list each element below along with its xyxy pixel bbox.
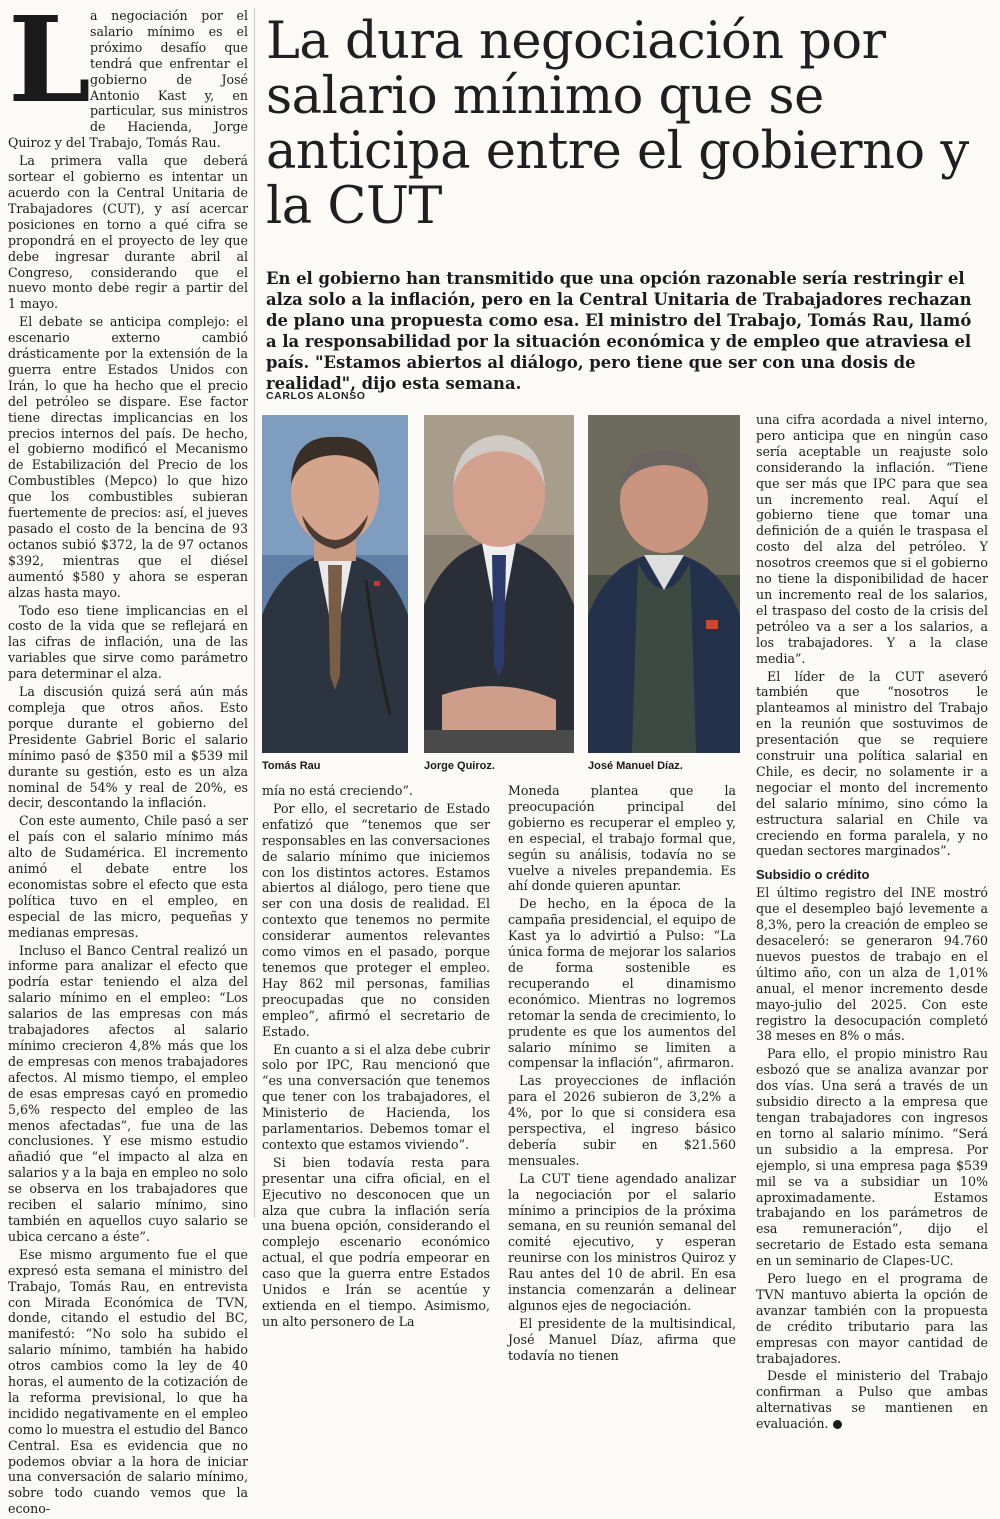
article-column-1 (8, 0, 248, 1519)
body-paragraph: Moneda plantea que la preocupación principal del gobierno es recuperar el empleo y, en especial, el trabajo formal que, según su análisis, todavía no se vuelve a niveles prepandemia. Es ahí donde quieren apuntar. (508, 783, 736, 894)
body-paragraph: El último registro del INE mostró que el desempleo bajó levemente a 8,3%, pero la creación de empleo se desaceleró: se generaron 94.760 nuevos puestos de trabajo en el último año, con un alza de 1,01% anual, el menor incremento desde mayo-julio del 2025. Con este registro la desocupación completó 38 meses en 8% o más. (756, 885, 988, 1044)
photo-jose-manuel-diaz (588, 415, 740, 753)
body-paragraph: Las proyecciones de inflación para el 2026 subieron de 3,2% a 4%, por lo que si considera esa perspectiva, el ingreso básico debería subir en $21.560 mensuales. (508, 1073, 736, 1168)
article-column-3 (508, 783, 736, 1366)
body-paragraph: En cuanto a si el alza debe cubrir solo por IPC, Rau mencionó que “es una conversación que tenemos que tener con los trabajadores, el Ministerio de Hacienda, los parlamentarios. Debemos tomar el contexto que estamos viviendo”. (262, 1041, 490, 1152)
body-paragraph: La discusión quizá será aún más compleja que otros años. Esto porque durante el gobierno del Presidente Gabriel Boric el salario mínimo pasó de $350 mil a $539 mil durante su gestión, esto es un alza nominal de 54% y real de 20%, es decir, descontando la inflación. (8, 684, 248, 811)
body-paragraph: El debate se anticipa complejo: el escenario externo cambió drásticamente por la extensión de la guerra entre Estados Unidos con Irán, lo que ha hecho que el precio del petróleo se dispare. Ese factor tiene directas implicancias en los precios internos del país. De hecho, el gobierno modificó el Mecanismo de Estabilización del Precio de los Combustibles (Mepco) lo que hizo que los combustibles subieran fuertemente de precios: así, el jueves pasado el costo de la bencina de 93 octanos subió $372, la de 97 octanos $392, mientras que el diésel aumentó $580 y ahora se esperan alzas hasta mayo. (8, 314, 248, 600)
headline: La dura negociación por salario mínimo que se anticipa entre el gobierno y la CUT (266, 12, 969, 236)
opening-paragraph: La negociación por el salario mínimo es el próximo desafío que tendrá que enfrentar el gobierno de José Antonio Kast y, en particular, sus ministros de Hacienda, Jorge Quiroz y del Trabajo, Tomás Rau. (8, 0, 248, 151)
body-paragraph: Si bien todavía resta para presentar una cifra oficial, en el Ejecutivo no desconocen que un alza que cubra la inflación sería una buena opción, considerando el complejo escenario económico actual, el que podría empeorar en caso que la guerra entre Estados Unidos e Irán se acentúe y extienda en el tiempo. Asimismo, un alto personero de La (262, 1154, 490, 1329)
photo-caption: José Manuel Díaz. (588, 760, 683, 772)
lead-paragraph: En el gobierno han transmitido que una opción razonable sería restringir el alza solo a la inflación, pero en la Central Unitaria de Trabajadores rechazan de plano una propuesta como esa. El ministro del Trabajo, Tomás Rau, llamó a la responsabilidad por la situación económica y de empleo que atraviesa el país. "Estamos abiertos al diálogo, pero tiene que ser con una dosis de realidad", dijo esta semana. (266, 269, 972, 393)
article-column-4 (756, 412, 988, 1434)
column-rule (254, 8, 255, 1218)
photo-tomas-rau (262, 415, 408, 753)
body-paragraph: De hecho, en la época de la campaña presidencial, el equipo de Kast ya lo advirtió a Pulso: “La única forma de mejorar los salarios de forma sostenible es recuperando el dinamismo económico. Mientras no logremos retomar la senda de crecimiento, lo prudente es que los aumentos del salario mínimo se limiten a compensar la inflación”, afirmaron. (508, 896, 736, 1071)
body-paragraph: Desde el ministerio del Trabajo confirman a Pulso que ambas alternativas se mantienen en evaluación. P (756, 1368, 988, 1432)
body-paragraph: Con este aumento, Chile pasó a ser el país con el salario mínimo más alto de Sudamérica. El incremento animó el debate entre los economistas sobre el efecto que esta política tuvo en el empleo, en especial de las micro, pequeñas y medianas empresas. (8, 813, 248, 940)
section-subhead: Subsidio o crédito (756, 867, 870, 883)
body-paragraph: El líder de la CUT aseveró también que “nosotros le planteamos al ministro del Trabajo en la reunión que sostuvimos de presentación que se requiere construir una política salarial en Chile, es decir, no solamente ir a negociar el monto del incremento del salario mínimo, sino cómo la estructura salarial en Chile va creciendo en forma paralela, y no quedan sectores marginados”. (756, 668, 988, 859)
photo-caption: Tomás Rau (262, 760, 321, 772)
body-paragraph: mía no está creciendo”. (262, 783, 413, 798)
body-paragraph: Para ello, el propio ministro Rau esbozó que se analiza avanzar por dos vías. Una será a través de un subsidio directo a la empresa que tengan trabajadores con ingresos en torno al salario mínimo. “Será un subsidio a la empresa. Por ejemplo, si una empresa paga $539 mil se va a subsidiar un 10% aproximadamente. Estamos trabajando en los parámetros de esa remuneración”, dijo el secretario de Estado esta semana en un seminario de Clapes-UC. (756, 1046, 988, 1269)
article-column-2 (262, 783, 490, 1332)
body-paragraph: Todo eso tiene implicancias en el costo de la vida que se reflejará en las cifras de inflación, una de las variables que sirve como parámetro para determinar el alza. (8, 602, 248, 682)
photo-jorge-quiroz (424, 415, 574, 753)
body-paragraph: Incluso el Banco Central realizó un informe para analizar el efecto que podría estar teniendo el alza del salario mínimo en el empleo: “Los salarios de las empresas con más trabajadores afectos al salario mínimo crecieron 4,8% más que los de empresas con menos trabajadores afectos. Al mismo tiempo, el empleo de esas empresas cayó en promedio 5,6% respecto del empleo de las menos afectadas”, fue una de las conclusiones. Y ese mismo estudio añadió que “el impacto al alza en salarios y a la baja en empleo no solo se observa en los trabajadores que reciben el salario mínimo, sino también en aquellos cuyo salario se ubica cercano a éste”. (8, 942, 248, 1244)
body-paragraph: La primera valla que deberá sortear el gobierno es intentar un acuerdo con la Central Unitaria de Trabajadores (CUT), y así acercar posiciones en torno a qué cifra se propondrá en el proyecto de ley que debe ingresar durante abril al Congreso, considerando que el nuevo monto debe regir a partir del 1 mayo. (8, 153, 248, 312)
byline: CARLOS ALONSO (266, 390, 366, 402)
photo-caption: Jorge Quiroz. (424, 760, 495, 772)
body-paragraph: Ese mismo argumento fue el que expresó esta semana el ministro del Trabajo, Tomás Rau, en entrevista con Mirada Económica de TVN, donde, citando el estudio del BC, manifestó: “No solo ha subido el salario mínimo, también ha habido otros cambios como la ley de 40 horas, el aumento de la cotización de la reforma previsional, lo que ha incidido negativamente en el empleo como lo muestra el estudio del Banco Central. Esa es evidencia que no podemos obviar a la hora de iniciar una conversación de salario mínimo, sobre todo cuando vemos que la econo- (8, 1246, 248, 1517)
body-paragraph: una cifra acordada a nivel interno, pero anticipa que en ningún caso sería aceptable un reajuste solo considerando la inflación. “Tiene que ser más que IPC para que sea un incremento real. Aquí el gobierno tiene que tomar una definición de a quién le traspasa el costo del alza del petróleo. Y nosotros creemos que si el gobierno no tiene la disponibilidad de hacer un incremento real de los salarios, el traspaso del costo de la crisis del petróleo va a ser a los salarios, a los trabajadores. Y a la clase media”. (756, 412, 988, 666)
body-paragraph: Por ello, el secretario de Estado enfatizó que “tenemos que ser responsables en las conversaciones de salario mínimo que iniciemos con los distintos actores. Estamos abiertos al diálogo, pero tiene que ser con una dosis de realidad. El contexto que tenemos no permite considerar aumentos relevantes como vimos en el pasado, porque tenemos que proteger el empleo. Hay 862 mil personas, familias preocupadas que no considen empleo”, afirmó el secretario de Estado. (262, 800, 490, 1039)
end-mark-icon: P (833, 1420, 842, 1429)
body-paragraph: El presidente de la multisindical, José Manuel Díaz, afirma que todavía no tienen (508, 1315, 736, 1363)
body-paragraph: La CUT tiene agendado analizar la negociación por el salario mínimo a principios de la próxima semana, en su reunión semanal del comité ejecutivo, y esperan reunirse con los ministros Quiroz y Rau antes del 10 de abril. En esa instancia comenzarán a delinear algunos ejes de negociación. (508, 1170, 736, 1313)
body-paragraph: Pero luego en el programa de TVN mantuvo abierta la opción de avanzar también con la propuesta de crédito tributario para las empresas con mayor cantidad de trabajadores. (756, 1271, 988, 1366)
drop-cap: L (8, 0, 91, 129)
